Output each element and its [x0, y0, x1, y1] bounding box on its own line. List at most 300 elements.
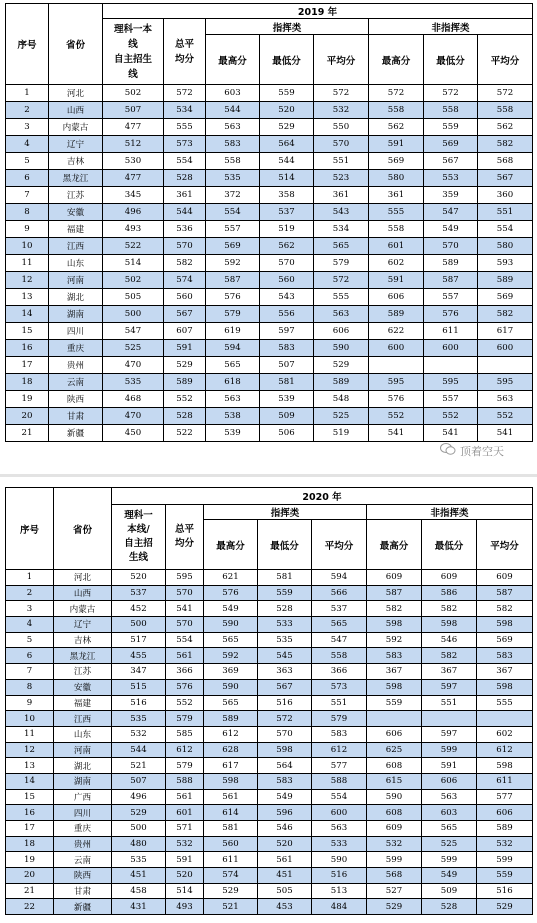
cell-noncommand-min: 589 — [424, 255, 478, 272]
cell-command-mean: 555 — [314, 289, 369, 306]
header-command-group: 指挥类 — [204, 505, 367, 520]
cell-admission-line: 507 — [112, 773, 166, 789]
cell-command-mean: 537 — [312, 601, 367, 617]
cell-command-max: 535 — [206, 170, 260, 187]
header-admission-line: 理科一本 线 自主招生 线 — [103, 19, 164, 85]
cell-command-min: 520 — [258, 836, 312, 852]
cell-province: 山东 — [54, 726, 112, 742]
cell-command-min: 451 — [258, 868, 312, 884]
cell-province: 安徽 — [49, 204, 103, 221]
cell-noncommand-min: 595 — [424, 374, 478, 391]
cell-noncommand-mean: 529 — [477, 899, 533, 915]
cell-command-min: 546 — [258, 821, 312, 837]
cell-noncommand-max: 569 — [369, 153, 424, 170]
cell-command-max: 618 — [206, 374, 260, 391]
cell-noncommand-max: 591 — [369, 136, 424, 153]
divider — [0, 474, 537, 477]
cell-noncommand-mean: 532 — [477, 836, 533, 852]
cell-index: 4 — [6, 136, 49, 153]
cell-noncommand-mean: 606 — [477, 805, 533, 821]
cell-noncommand-max: 622 — [369, 323, 424, 340]
table-body — [6, 570, 533, 915]
cell-noncommand-mean: 587 — [477, 585, 533, 601]
cell-noncommand-mean: 593 — [478, 255, 533, 272]
cell-index: 16 — [6, 805, 54, 821]
header-province: 省份 — [54, 488, 112, 570]
cell-index: 11 — [6, 255, 49, 272]
cell-noncommand-min: 359 — [424, 187, 478, 204]
cell-command-min: 581 — [260, 374, 314, 391]
cell-admission-line: 493 — [103, 221, 164, 238]
cell-admission-line: 502 — [103, 85, 164, 102]
cell-command-min: 543 — [260, 289, 314, 306]
table-row — [6, 357, 533, 374]
cell-noncommand-mean: 554 — [478, 221, 533, 238]
cell-command-max: 598 — [204, 773, 258, 789]
cell-admission-line: 502 — [103, 272, 164, 289]
cell-total-average: 529 — [164, 357, 206, 374]
cell-command-min: 520 — [260, 102, 314, 119]
cell-command-min: 514 — [260, 170, 314, 187]
cell-admission-line: 535 — [112, 711, 166, 727]
cell-province: 新疆 — [54, 899, 112, 915]
cell-noncommand-max: 609 — [367, 821, 422, 837]
cell-index: 17 — [6, 821, 54, 837]
cell-admission-line: 505 — [103, 289, 164, 306]
cell-admission-line: 477 — [103, 119, 164, 136]
cell-admission-line: 496 — [112, 789, 166, 805]
cell-noncommand-mean: 360 — [478, 187, 533, 204]
score-table-2020 — [5, 487, 533, 915]
cell-admission-line: 547 — [103, 323, 164, 340]
cell-index: 13 — [6, 758, 54, 774]
cell-total-average: 534 — [164, 102, 206, 119]
cell-index: 10 — [6, 238, 49, 255]
cell-index: 14 — [6, 773, 54, 789]
header-total-average: 总平 均分 — [166, 505, 204, 570]
cell-noncommand-min: 599 — [422, 742, 477, 758]
cell-index: 22 — [6, 899, 54, 915]
cell-noncommand-min: 603 — [422, 805, 477, 821]
cell-command-max: 587 — [206, 272, 260, 289]
cell-province: 黑龙江 — [49, 170, 103, 187]
table-row — [6, 374, 533, 391]
cell-total-average: 570 — [166, 617, 204, 633]
cell-province: 云南 — [49, 374, 103, 391]
cell-command-min: 598 — [258, 742, 312, 758]
cell-command-max: 563 — [206, 391, 260, 408]
cell-index: 19 — [6, 852, 54, 868]
cell-noncommand-min: 582 — [422, 648, 477, 664]
cell-command-mean: 594 — [312, 570, 367, 586]
cell-admission-line: 512 — [103, 136, 164, 153]
cell-command-mean: 588 — [312, 773, 367, 789]
cell-noncommand-max: 608 — [367, 758, 422, 774]
cell-total-average: 560 — [164, 289, 206, 306]
table-row — [6, 170, 533, 187]
cell-total-average: 532 — [166, 836, 204, 852]
cell-admission-line: 520 — [112, 570, 166, 586]
cell-noncommand-mean: 552 — [478, 408, 533, 425]
cell-command-min: 519 — [260, 221, 314, 238]
cell-noncommand-min: 572 — [424, 85, 478, 102]
header-min: 最低分 — [258, 520, 312, 570]
table-body — [6, 85, 533, 442]
cell-noncommand-mean: 589 — [477, 821, 533, 837]
cell-index: 6 — [6, 170, 49, 187]
table-row — [6, 664, 533, 680]
cell-command-min: 564 — [258, 758, 312, 774]
cell-command-mean: 484 — [312, 899, 367, 915]
header-max: 最高分 — [206, 35, 260, 85]
cell-noncommand-mean: 582 — [478, 136, 533, 153]
cell-index: 5 — [6, 632, 54, 648]
cell-index: 21 — [6, 425, 49, 442]
cell-noncommand-mean: 609 — [477, 570, 533, 586]
cell-command-max: 581 — [204, 821, 258, 837]
table-row — [6, 601, 533, 617]
cell-noncommand-mean: 367 — [477, 664, 533, 680]
cell-noncommand-max: 580 — [369, 170, 424, 187]
cell-index: 1 — [6, 85, 49, 102]
cell-admission-line: 451 — [112, 868, 166, 884]
cell-command-mean: 554 — [312, 789, 367, 805]
cell-noncommand-mean: 577 — [477, 789, 533, 805]
cell-index: 8 — [6, 204, 49, 221]
table-row — [6, 821, 533, 837]
cell-command-min: 358 — [260, 187, 314, 204]
cell-noncommand-max: 615 — [367, 773, 422, 789]
cell-command-min: 559 — [260, 85, 314, 102]
cell-admission-line: 345 — [103, 187, 164, 204]
cell-admission-line: 477 — [103, 170, 164, 187]
cell-noncommand-mean: 598 — [477, 617, 533, 633]
cell-noncommand-min — [424, 357, 478, 374]
cell-command-max: 558 — [206, 153, 260, 170]
cell-command-max: 544 — [206, 102, 260, 119]
cell-command-min: 583 — [260, 340, 314, 357]
cell-command-min: 529 — [260, 119, 314, 136]
cell-noncommand-min: 563 — [422, 789, 477, 805]
cell-noncommand-min: 609 — [422, 570, 477, 586]
cell-noncommand-mean: 599 — [477, 852, 533, 868]
cell-noncommand-mean: 563 — [478, 391, 533, 408]
header-mean: 平均分 — [312, 520, 367, 570]
cell-command-min: 453 — [258, 899, 312, 915]
cell-noncommand-max — [367, 711, 422, 727]
cell-command-max: 619 — [206, 323, 260, 340]
cell-noncommand-min: 553 — [424, 170, 478, 187]
cell-command-max: 612 — [204, 726, 258, 742]
cell-noncommand-min: 606 — [422, 773, 477, 789]
cell-noncommand-max: 559 — [367, 695, 422, 711]
cell-total-average: 514 — [166, 883, 204, 899]
table-row — [6, 773, 533, 789]
cell-total-average: 589 — [164, 374, 206, 391]
table-row — [6, 187, 533, 204]
header-noncommand-group: 非指挥类 — [369, 19, 533, 35]
cell-total-average: 536 — [164, 221, 206, 238]
cell-noncommand-max: 361 — [369, 187, 424, 204]
cell-noncommand-mean: 559 — [477, 868, 533, 884]
table-row — [6, 852, 533, 868]
cell-noncommand-max: 606 — [367, 726, 422, 742]
header-max: 最高分 — [369, 35, 424, 85]
cell-total-average: 607 — [164, 323, 206, 340]
cell-noncommand-min: 570 — [424, 238, 478, 255]
cell-total-average: 567 — [164, 306, 206, 323]
cell-index: 16 — [6, 340, 49, 357]
cell-command-mean: 573 — [312, 679, 367, 695]
header-mean: 平均分 — [314, 35, 369, 85]
cell-command-min: 583 — [258, 773, 312, 789]
cell-index: 13 — [6, 289, 49, 306]
cell-noncommand-min: 557 — [424, 391, 478, 408]
cell-command-max: 574 — [204, 868, 258, 884]
cell-total-average: 588 — [166, 773, 204, 789]
cell-total-average: 571 — [166, 821, 204, 837]
cell-noncommand-mean: 555 — [477, 695, 533, 711]
cell-command-max: 590 — [204, 679, 258, 695]
cell-total-average: 574 — [164, 272, 206, 289]
cell-index: 20 — [6, 408, 49, 425]
cell-command-max: 590 — [204, 617, 258, 633]
cell-noncommand-max: 558 — [369, 102, 424, 119]
cell-command-mean: 579 — [312, 711, 367, 727]
cell-command-max: 565 — [204, 695, 258, 711]
cell-noncommand-max: 625 — [367, 742, 422, 758]
cell-total-average: 579 — [166, 758, 204, 774]
cell-total-average: 554 — [166, 632, 204, 648]
cell-command-max: 538 — [206, 408, 260, 425]
table-row — [6, 836, 533, 852]
cell-province: 河北 — [49, 85, 103, 102]
year-title: 2019 年 — [103, 4, 533, 19]
cell-noncommand-mean: 595 — [478, 374, 533, 391]
cell-noncommand-mean — [478, 357, 533, 374]
wechat-bubble-icon — [440, 442, 456, 459]
cell-province: 山东 — [49, 255, 103, 272]
cell-admission-line: 535 — [112, 852, 166, 868]
cell-noncommand-mean: 583 — [477, 648, 533, 664]
cell-index: 4 — [6, 617, 54, 633]
cell-total-average: 561 — [166, 789, 204, 805]
cell-index: 20 — [6, 868, 54, 884]
cell-command-min: 581 — [258, 570, 312, 586]
cell-index: 3 — [6, 119, 49, 136]
cell-command-min: 545 — [258, 648, 312, 664]
cell-command-mean: 589 — [314, 374, 369, 391]
cell-admission-line: 450 — [103, 425, 164, 442]
cell-province: 重庆 — [49, 340, 103, 357]
cell-index: 18 — [6, 374, 49, 391]
cell-noncommand-min: 547 — [424, 204, 478, 221]
table-row — [6, 632, 533, 648]
cell-noncommand-mean: 558 — [478, 102, 533, 119]
cell-noncommand-max: 529 — [367, 899, 422, 915]
table-row — [6, 85, 533, 102]
cell-command-max: 592 — [206, 255, 260, 272]
cell-total-average: 591 — [164, 340, 206, 357]
cell-noncommand-max — [369, 357, 424, 374]
table-row — [6, 758, 533, 774]
cell-total-average: 612 — [166, 742, 204, 758]
cell-total-average: 544 — [164, 204, 206, 221]
table-row — [6, 789, 533, 805]
cell-command-mean: 543 — [314, 204, 369, 221]
cell-province: 内蒙古 — [49, 119, 103, 136]
table-row — [6, 238, 533, 255]
cell-noncommand-mean: 569 — [477, 632, 533, 648]
cell-noncommand-max: 608 — [367, 805, 422, 821]
cell-noncommand-max: 590 — [367, 789, 422, 805]
cell-total-average: 528 — [164, 408, 206, 425]
cell-command-min: 572 — [258, 711, 312, 727]
cell-command-mean: 583 — [312, 726, 367, 742]
cell-command-max: 554 — [206, 204, 260, 221]
cell-noncommand-mean: 568 — [478, 153, 533, 170]
cell-command-min: 559 — [258, 585, 312, 601]
watermark-text: 顶着空天 — [460, 444, 504, 458]
cell-command-max: 369 — [204, 664, 258, 680]
table-row — [6, 570, 533, 586]
cell-noncommand-max: 591 — [369, 272, 424, 289]
cell-command-max: 576 — [204, 585, 258, 601]
cell-noncommand-mean: 582 — [478, 306, 533, 323]
cell-index: 9 — [6, 695, 54, 711]
cell-command-min: 539 — [260, 391, 314, 408]
cell-admission-line: 431 — [112, 899, 166, 915]
cell-noncommand-max: 600 — [369, 340, 424, 357]
cell-total-average: 528 — [164, 170, 206, 187]
table-row — [6, 742, 533, 758]
cell-noncommand-max: 601 — [369, 238, 424, 255]
cell-total-average: 554 — [164, 153, 206, 170]
table-row — [6, 102, 533, 119]
table-row — [6, 221, 533, 238]
cell-command-min: 528 — [258, 601, 312, 617]
cell-command-min: 560 — [260, 272, 314, 289]
cell-province: 河南 — [54, 742, 112, 758]
cell-command-max: 521 — [204, 899, 258, 915]
cell-noncommand-max: 562 — [369, 119, 424, 136]
header-min: 最低分 — [260, 35, 314, 85]
header-mean: 平均分 — [478, 35, 533, 85]
cell-command-min: 549 — [258, 789, 312, 805]
cell-total-average: 366 — [166, 664, 204, 680]
cell-command-mean: 529 — [314, 357, 369, 374]
cell-total-average: 582 — [164, 255, 206, 272]
cell-noncommand-max: 555 — [369, 204, 424, 221]
table-row — [6, 425, 533, 442]
cell-command-mean: 566 — [312, 585, 367, 601]
cell-noncommand-mean: 598 — [477, 679, 533, 695]
cell-command-max: 603 — [206, 85, 260, 102]
cell-noncommand-max: 602 — [369, 255, 424, 272]
table-row — [6, 868, 533, 884]
cell-province: 陕西 — [49, 391, 103, 408]
cell-command-min: 506 — [260, 425, 314, 442]
cell-noncommand-mean: 567 — [478, 170, 533, 187]
cell-province: 湖南 — [49, 306, 103, 323]
table-row — [6, 726, 533, 742]
cell-noncommand-mean: 598 — [477, 758, 533, 774]
cell-province: 河北 — [54, 570, 112, 586]
cell-noncommand-min: 549 — [422, 868, 477, 884]
table-row — [6, 306, 533, 323]
cell-noncommand-min: 569 — [424, 136, 478, 153]
cell-province: 贵州 — [49, 357, 103, 374]
header-province: 省份 — [49, 4, 103, 85]
cell-noncommand-mean: 602 — [477, 726, 533, 742]
cell-noncommand-mean: 612 — [477, 742, 533, 758]
cell-command-min: 505 — [258, 883, 312, 899]
cell-total-average: 522 — [164, 425, 206, 442]
cell-noncommand-mean: 580 — [478, 238, 533, 255]
cell-command-mean: 563 — [312, 821, 367, 837]
cell-admission-line: 514 — [103, 255, 164, 272]
cell-province: 重庆 — [54, 821, 112, 837]
cell-command-min: 556 — [260, 306, 314, 323]
cell-command-mean: 523 — [314, 170, 369, 187]
cell-noncommand-min: 576 — [424, 306, 478, 323]
cell-command-max: 539 — [206, 425, 260, 442]
cell-noncommand-max: 595 — [369, 374, 424, 391]
cell-noncommand-min: 509 — [422, 883, 477, 899]
cell-command-max: 561 — [204, 789, 258, 805]
cell-noncommand-min: 549 — [424, 221, 478, 238]
cell-province: 福建 — [54, 695, 112, 711]
cell-total-average: 570 — [164, 238, 206, 255]
cell-command-min: 509 — [260, 408, 314, 425]
cell-admission-line: 496 — [103, 204, 164, 221]
table-row — [6, 648, 533, 664]
table-row — [6, 119, 533, 136]
cell-province: 陕西 — [54, 868, 112, 884]
cell-province: 湖北 — [49, 289, 103, 306]
cell-admission-line: 452 — [112, 601, 166, 617]
cell-noncommand-min: 557 — [424, 289, 478, 306]
cell-command-mean: 551 — [314, 153, 369, 170]
cell-command-max: 592 — [204, 648, 258, 664]
cell-noncommand-max: 589 — [369, 306, 424, 323]
cell-noncommand-mean: 589 — [478, 272, 533, 289]
cell-command-min: 516 — [258, 695, 312, 711]
cell-index: 5 — [6, 153, 49, 170]
cell-noncommand-mean: 551 — [478, 204, 533, 221]
cell-index: 15 — [6, 323, 49, 340]
cell-noncommand-max: 572 — [369, 85, 424, 102]
cell-command-min: 535 — [258, 632, 312, 648]
cell-command-mean: 532 — [314, 102, 369, 119]
cell-noncommand-min: 586 — [422, 585, 477, 601]
cell-admission-line: 347 — [112, 664, 166, 680]
cell-index: 6 — [6, 648, 54, 664]
cell-command-min: 570 — [258, 726, 312, 742]
cell-command-mean: 590 — [314, 340, 369, 357]
cell-admission-line: 507 — [103, 102, 164, 119]
cell-province: 江西 — [54, 711, 112, 727]
table-row — [6, 136, 533, 153]
table-row — [6, 204, 533, 221]
cell-noncommand-max: 599 — [367, 852, 422, 868]
cell-total-average: 555 — [164, 119, 206, 136]
cell-admission-line: 500 — [112, 617, 166, 633]
header-min: 最低分 — [422, 520, 477, 570]
cell-command-max: 569 — [206, 238, 260, 255]
cell-command-max: 594 — [206, 340, 260, 357]
cell-total-average: 570 — [166, 585, 204, 601]
